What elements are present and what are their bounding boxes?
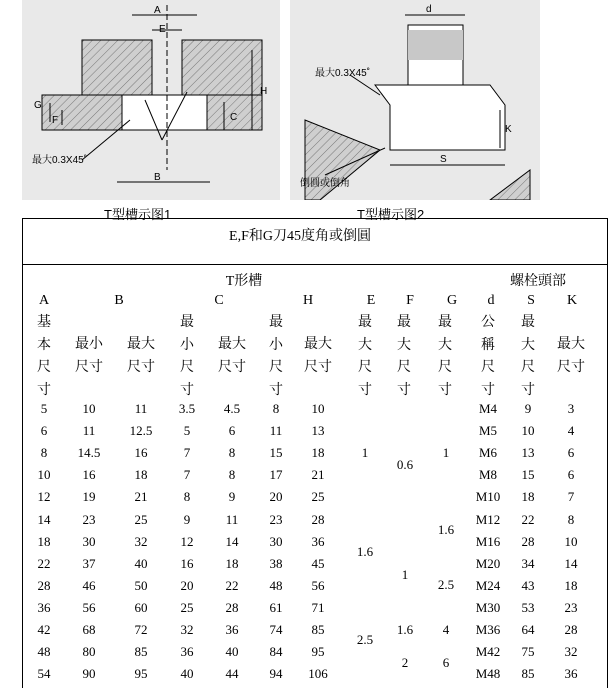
cell-c-max: 36 [225, 622, 239, 637]
cell-h-max: 45 [311, 555, 325, 571]
cell-c-max: 9 [228, 489, 236, 505]
cell-h-max: 36 [311, 533, 325, 549]
figure-1-caption: T型槽示图1 [104, 207, 172, 222]
cell-s: 34 [521, 555, 535, 571]
cell-k: 14 [564, 555, 578, 571]
cell-d: M6 [478, 445, 498, 461]
cell-h-min: 8 [272, 401, 280, 416]
t-slot-diagram-1 [22, 0, 280, 200]
cell-h-min: 30 [269, 533, 283, 549]
subheader-e-max: 最 大 尺 寸 [358, 315, 372, 398]
cell-d: M48 [475, 666, 501, 682]
cell-c-max: 4.5 [223, 401, 241, 416]
cell-d: M42 [475, 644, 501, 660]
cell-h-max: 95 [311, 644, 325, 660]
cell-k: 3 [567, 401, 575, 416]
cell-b-min: 11 [82, 423, 96, 439]
subheader-a-base: 基 本 尺 寸 [37, 315, 51, 398]
label-d: d [426, 4, 432, 15]
cell-b-min: 56 [82, 599, 96, 615]
cell-b-max: 60 [134, 599, 148, 615]
cell-d: M4 [478, 401, 498, 416]
col-header-h: H [302, 293, 314, 308]
cell-b-min: 16 [82, 467, 96, 483]
cell-b-min: 68 [82, 622, 96, 637]
cell-s: 18 [521, 489, 535, 505]
label-fillet: 倒圓或倒角 [300, 178, 350, 189]
cell-c-max: 40 [225, 644, 239, 660]
cell-h-max: 106 [308, 666, 328, 682]
figure-2-caption: T型槽示图2 [357, 207, 425, 222]
cell-h-max: 28 [311, 511, 325, 527]
cell-h-max: 56 [311, 577, 325, 593]
cell-b-max: 16 [134, 445, 148, 461]
subheader-g-max: 最 大 尺 寸 [438, 315, 452, 398]
cell-c-max: 8 [228, 467, 236, 483]
cell-h-min: 94 [269, 666, 283, 682]
cell-s: 13 [521, 445, 535, 461]
cell-d: M20 [475, 555, 501, 571]
cell-h-max: 21 [311, 467, 325, 483]
g-value-3: 2.5 [437, 577, 455, 592]
cell-h-min: 20 [269, 489, 283, 505]
subheader-b-max: 最大 尺寸 [127, 337, 155, 375]
cell-a: 12 [37, 489, 51, 505]
cell-c-min: 8 [183, 489, 191, 505]
label-e: E [159, 24, 166, 35]
cell-c-max: 44 [225, 666, 239, 682]
col-header-f: F [406, 293, 414, 308]
cell-d: M16 [475, 533, 501, 549]
col-header-s: S [527, 293, 535, 308]
cell-h-min: 17 [269, 467, 283, 483]
cell-h-min: 48 [269, 577, 283, 593]
cell-b-max: 11 [134, 401, 148, 416]
cell-s: 53 [521, 599, 535, 615]
cell-c-max: 8 [228, 445, 236, 461]
cell-c-min: 20 [180, 577, 194, 593]
cell-c-min: 9 [183, 511, 191, 527]
cell-b-min: 23 [82, 511, 96, 527]
cell-s: 10 [521, 423, 535, 439]
cell-d: M30 [475, 599, 501, 615]
cell-h-min: 84 [269, 644, 283, 660]
cell-k: 36 [564, 666, 578, 682]
subheader-h-min: 最 小 尺 寸 [269, 315, 283, 398]
cell-s: 28 [521, 533, 535, 549]
e-value-2: 1.6 [356, 544, 374, 559]
group-header-bolt-head: 螺栓頭部 [510, 274, 566, 289]
f-value-2: 1 [401, 567, 409, 582]
cell-h-max: 13 [311, 423, 325, 439]
cell-s: 22 [521, 511, 535, 527]
cell-k: 8 [567, 511, 575, 527]
cell-s: 64 [521, 622, 535, 637]
cell-a: 8 [40, 445, 48, 461]
f-value-3: 1.6 [396, 622, 414, 637]
cell-a: 18 [37, 533, 51, 549]
cell-b-max: 40 [134, 555, 148, 571]
cell-a: 10 [37, 467, 51, 483]
subheader-b-min: 最小 尺寸 [75, 337, 103, 375]
label-a: A [154, 5, 161, 16]
cell-b-max: 95 [134, 666, 148, 682]
cell-c-min: 12 [180, 533, 194, 549]
cell-h-max: 25 [311, 489, 325, 505]
cell-s: 75 [521, 644, 535, 660]
col-header-k: K [566, 293, 578, 308]
cell-b-min: 46 [82, 577, 96, 593]
subheader-f-max: 最 大 尺 寸 [397, 315, 411, 398]
f-value-4: 2 [401, 655, 409, 670]
t-slot-diagram-2 [290, 0, 540, 200]
cell-c-min: 36 [180, 644, 194, 660]
col-header-c: C [214, 293, 224, 308]
cell-d: M24 [475, 577, 501, 593]
cell-c-max: 28 [225, 599, 239, 615]
cell-b-min: 37 [82, 555, 96, 571]
cell-h-min: 74 [269, 622, 283, 637]
cell-b-min: 90 [82, 666, 96, 682]
col-header-b: B [114, 293, 124, 308]
cell-c-min: 40 [180, 666, 194, 682]
cell-c-max: 14 [225, 533, 239, 549]
cell-s: 85 [521, 666, 535, 682]
cell-h-max: 85 [311, 622, 325, 637]
cell-h-max: 18 [311, 445, 325, 461]
table-divider [22, 264, 608, 265]
label-chamfer-1: 最大0.3X45˚ [32, 155, 88, 166]
cell-d: M8 [478, 467, 498, 483]
label-h: H [260, 86, 268, 97]
g-value-4: 4 [442, 622, 450, 637]
group-header-t-slot: T形槽 [225, 274, 263, 289]
cell-s: 43 [521, 577, 535, 593]
cell-c-max: 22 [225, 577, 239, 593]
cell-a: 36 [37, 599, 51, 615]
label-s: S [440, 154, 447, 165]
cell-s: 15 [521, 467, 535, 483]
cell-c-min: 7 [183, 467, 191, 483]
cell-k: 28 [564, 622, 578, 637]
cell-s: 9 [524, 401, 532, 416]
g-value-5: 6 [442, 655, 450, 670]
cell-b-max: 12.5 [129, 423, 153, 439]
col-header-g: G [446, 293, 458, 308]
cell-h-max: 10 [311, 401, 325, 416]
cell-h-min: 15 [269, 445, 283, 461]
cell-d: M36 [475, 622, 501, 637]
cell-c-min: 25 [180, 599, 194, 615]
cell-b-max: 85 [134, 644, 148, 660]
cell-a: 5 [40, 401, 48, 416]
figure-1-diagram [22, 0, 280, 200]
cell-a: 28 [37, 577, 51, 593]
cell-a: 6 [40, 423, 48, 439]
cell-c-min: 7 [183, 445, 191, 461]
cell-c-max: 18 [225, 555, 239, 571]
label-chamfer-2: 最大0.3X45˚ [315, 68, 371, 79]
g-value-1: 1 [442, 445, 450, 460]
cell-b-max: 18 [134, 467, 148, 483]
e-value-3: 2.5 [356, 632, 374, 647]
label-f: F [52, 115, 59, 126]
cell-k: 10 [564, 533, 578, 549]
cell-k: 32 [564, 644, 578, 660]
cell-h-max: 71 [311, 599, 325, 615]
cell-a: 48 [37, 644, 51, 660]
figure-2-diagram [290, 0, 540, 200]
cell-b-min: 14.5 [77, 445, 101, 461]
cell-h-min: 23 [269, 511, 283, 527]
cell-b-min: 19 [82, 489, 96, 505]
cell-k: 18 [564, 577, 578, 593]
subheader-h-max: 最大 尺寸 [304, 337, 332, 375]
subheader-c-max: 最大 尺寸 [218, 337, 246, 375]
cell-k: 23 [564, 599, 578, 615]
cell-h-min: 11 [269, 423, 283, 439]
cell-k: 6 [567, 445, 575, 461]
cell-d: M5 [478, 423, 498, 439]
subheader-s-max: 最 大 尺 寸 [521, 315, 535, 398]
cell-d: M12 [475, 511, 501, 527]
cell-k: 4 [567, 423, 575, 439]
cell-b-max: 25 [134, 511, 148, 527]
cell-d: M10 [475, 489, 501, 505]
cell-k: 7 [567, 489, 575, 505]
subheader-d-nominal: 公 稱 尺 寸 [481, 315, 495, 398]
cell-b-max: 32 [134, 533, 148, 549]
label-c: C [230, 112, 238, 123]
label-b: B [154, 172, 161, 183]
cell-b-min: 80 [82, 644, 96, 660]
col-header-e: E [366, 293, 376, 308]
cell-b-min: 30 [82, 533, 96, 549]
col-header-a: A [38, 293, 50, 308]
cell-c-max: 6 [228, 423, 236, 439]
cell-a: 54 [37, 666, 51, 682]
cell-c-min: 5 [183, 423, 191, 439]
cell-a: 14 [37, 511, 51, 527]
cell-b-max: 50 [134, 577, 148, 593]
cell-h-min: 38 [269, 555, 283, 571]
cell-h-min: 61 [269, 599, 283, 615]
cell-c-min: 32 [180, 622, 194, 637]
cell-c-min: 3.5 [178, 401, 196, 416]
label-g: G [34, 100, 42, 111]
cell-b-max: 21 [134, 489, 148, 505]
col-header-d: d [487, 293, 495, 308]
cell-c-max: 11 [225, 511, 239, 527]
g-value-2: 1.6 [437, 522, 455, 537]
cell-c-min: 16 [180, 555, 194, 571]
e-value-1: 1 [361, 445, 369, 460]
table-title: E,F和G刀45度角或倒圓 [229, 229, 371, 244]
f-value-1: 0.6 [396, 457, 414, 472]
cell-b-min: 10 [82, 401, 96, 416]
cell-a: 22 [37, 555, 51, 571]
cell-b-max: 72 [134, 622, 148, 637]
cell-k: 6 [567, 467, 575, 483]
label-k: K [505, 124, 512, 135]
cell-a: 42 [37, 622, 51, 637]
subheader-c-min: 最 小 尺 寸 [180, 315, 194, 398]
subheader-k-max: 最大 尺寸 [557, 337, 585, 375]
